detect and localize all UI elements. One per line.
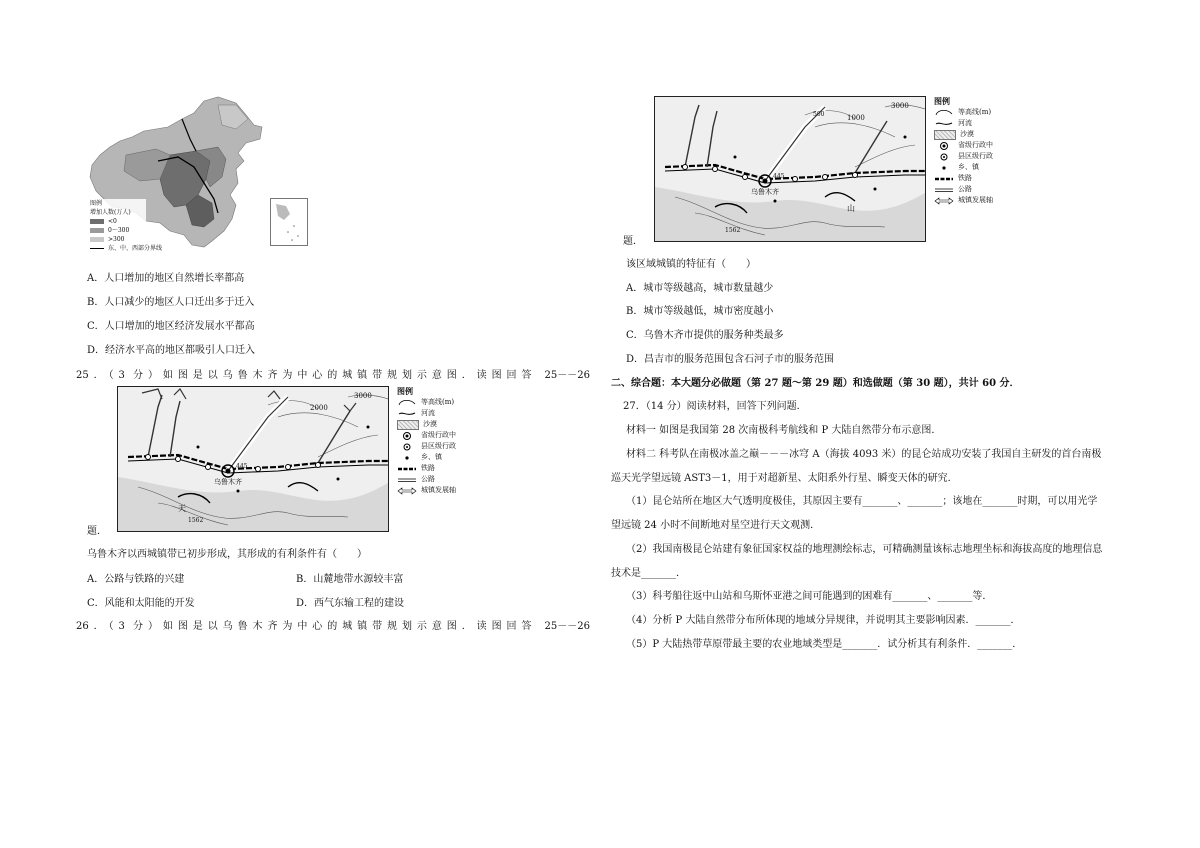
q26-stem: 26．（3 分）如图是以乌鲁木齐为中心的城镇带规划示意图．读图回答 25－－26 [76,621,590,632]
legend-line-divider [90,248,104,249]
legend-item: 东、中、西部分界线 [108,245,163,252]
legend-item: 铁路 [421,464,435,472]
legend-item: <0 [108,218,117,225]
legend-item: 县区级行政 [958,152,993,160]
map-label-contour: 500 [813,111,825,118]
map-label-contour: 3000 [891,102,909,110]
highway-icon [397,476,417,484]
q26-stem-tail: 题． [623,236,643,247]
legend-item: 等高线(m) [958,108,992,116]
map-label-contour: 3000 [354,392,372,400]
railway-icon [397,465,417,473]
q26-option-d: D．昌吉市的服务范围包含石河子市的服务范围 [626,354,835,365]
q26-question: 该区域城镇的特征有（ ） [626,259,756,270]
legend-item: 公路 [958,185,972,193]
legend-title: 图例 [934,96,950,106]
q27-sub-1-line-2: 望远镜 24 小时不间断地对星空进行天文观测． [611,520,821,531]
q27-material-2-line-1: 材料二 科考队在南极冰盖之巅－－－冰穹 A（海拔 4093 米）的昆仑站成功安装了我国自主研发的首台南极 [626,449,1102,460]
urban-belt-map-graphic [655,97,925,241]
legend-item: 0～300 [108,227,130,234]
q27-sub-4: （4）分析 P 大陆自然带分布所体现的地域分异规律，并说明其主要影响因素．_______． [626,615,1021,626]
legend-swatch-mid [90,228,104,233]
q27-sub-1-line-1: （1）昆仑站所在地区大气透明度极佳，其原因主要有_______、_______；该地在_______时期，可以用光学 [626,496,1098,507]
desert-icon [397,420,419,430]
q26-option-b: B．城市等级越低，城市密度越小 [626,306,774,317]
urban-map-legend-right [934,96,993,206]
map-label-elevation: 445 [236,463,248,470]
highway-icon [934,186,954,194]
legend-item: 河流 [421,409,435,417]
urban-map-legend-left [397,386,456,496]
river-icon [934,120,954,128]
urban-belt-map-right [654,96,926,242]
map-label-city: 乌鲁木齐 [214,478,242,486]
section-2-heading: 二、综合题：本大题分必做题（第 27 题～第 29 题）和选做题（第 30 题），共计 60 分． [611,378,1020,389]
map-label-mountain: 山 [847,204,855,213]
map-label-city: 乌鲁木齐 [751,188,779,196]
town-icon [397,454,417,462]
map-label-peak: 1562 [725,227,741,234]
legend-swatch-light [90,237,104,242]
legend-item: 铁路 [958,174,972,182]
town-icon [934,164,954,172]
county-seat-icon [934,153,954,161]
legend-swatch-dark [90,219,104,224]
map-label-mountain: 天 [178,504,186,513]
legend-title: 图例 [397,386,413,396]
legend-item: 乡、镇 [421,453,442,461]
q25-option-b: B．山麓地带水源较丰富 [296,574,404,585]
legend-item: 沙漠 [960,130,974,138]
river-icon [397,410,417,418]
q26-option-a: A．城市等级越高，城市数量越少 [626,283,774,294]
legend-item: 沙漠 [423,420,437,428]
q24-option-c: C．人口增加的地区经济发展水平都高 [87,321,255,332]
q27-material-2-line-2: 巡天光学望远镜 AST3－1，用于对超新星、太阳系外行星、瞬变天体的研究． [611,473,958,484]
legend-item: 河流 [958,119,972,127]
legend-title: 图例 [90,200,103,207]
legend-item: 乡、镇 [958,163,979,171]
urban-belt-map-left [117,386,389,532]
development-axis-icon [397,487,417,495]
legend-item: 省级行政中 [421,431,456,439]
q25-stem-tail: 题． [87,526,107,537]
county-seat-icon [397,443,417,451]
legend-item: 城镇发展轴 [958,196,993,204]
legend-subtitle: 增加人数(万人) [90,209,131,216]
contour-icon [934,109,954,117]
legend-item: >300 [108,236,125,243]
q24-option-a: A．人口增加的地区自然增长率都高 [87,273,245,284]
map-label-peak: 1562 [188,517,204,524]
q27-material-1: 材料一 如图是我国第 28 次南极科考航线和 P 大陆自然带分布示意图． [626,425,942,436]
q26-option-c: C．乌鲁木齐市提供的服务种类最多 [626,330,784,341]
railway-icon [934,175,954,183]
desert-icon [934,130,956,140]
map-label-elevation: 445 [773,173,785,180]
china-map-legend [90,199,162,253]
legend-item: 城镇发展轴 [421,486,456,494]
q25-question: 乌鲁木齐以西城镇带已初步形成，其形成的有利条件有（ ） [87,549,367,560]
q25-stem: 25．（3 分）如图是以乌鲁木齐为中心的城镇带规划示意图．读图回答 25－－26 [76,370,590,381]
map-label-contour: 2000 [310,404,328,412]
q25-option-d: D．西气东输工程的建设 [296,598,405,609]
legend-item: 省级行政中 [958,141,993,149]
q27-sub-5: （5）P 大陆热带草原带最主要的农业地域类型是_______．试分析其有利条件．_______． [626,639,1023,650]
legend-item: 公路 [421,475,435,483]
q25-option-a: A．公路与铁路的兴建 [87,574,185,585]
provincial-capital-icon [397,432,417,440]
contour-icon [397,399,417,407]
q27-sub-2-line-1: （2）我国南极昆仑站建有象征国家权益的地理测绘标志，可精确测量该标志地理坐标和海拔高度的地理信息 [626,544,1103,555]
map-label-contour: 1000 [847,114,865,122]
q27-sub-2-line-2: 技术是_______． [611,568,686,579]
legend-item: 县区级行政 [421,442,456,450]
q27-stem: 27．（14 分）阅读材料，回答下列问题． [623,401,807,412]
urban-belt-map-graphic [118,387,388,531]
q24-option-b: B．人口减少的地区人口迁出多于迁入 [87,297,255,308]
provincial-capital-icon [934,142,954,150]
legend-item: 等高线(m) [421,398,455,406]
south-china-sea-inset [270,198,308,246]
development-axis-icon [934,197,954,205]
q24-option-d: D．经济水平高的地区都吸引人口迁入 [87,345,256,356]
q25-option-c: C．风能和太阳能的开发 [87,598,195,609]
q27-sub-3: （3）科考船往返中山站和乌斯怀亚港之间可能遇到的困难有_______、_______等． [626,591,993,602]
